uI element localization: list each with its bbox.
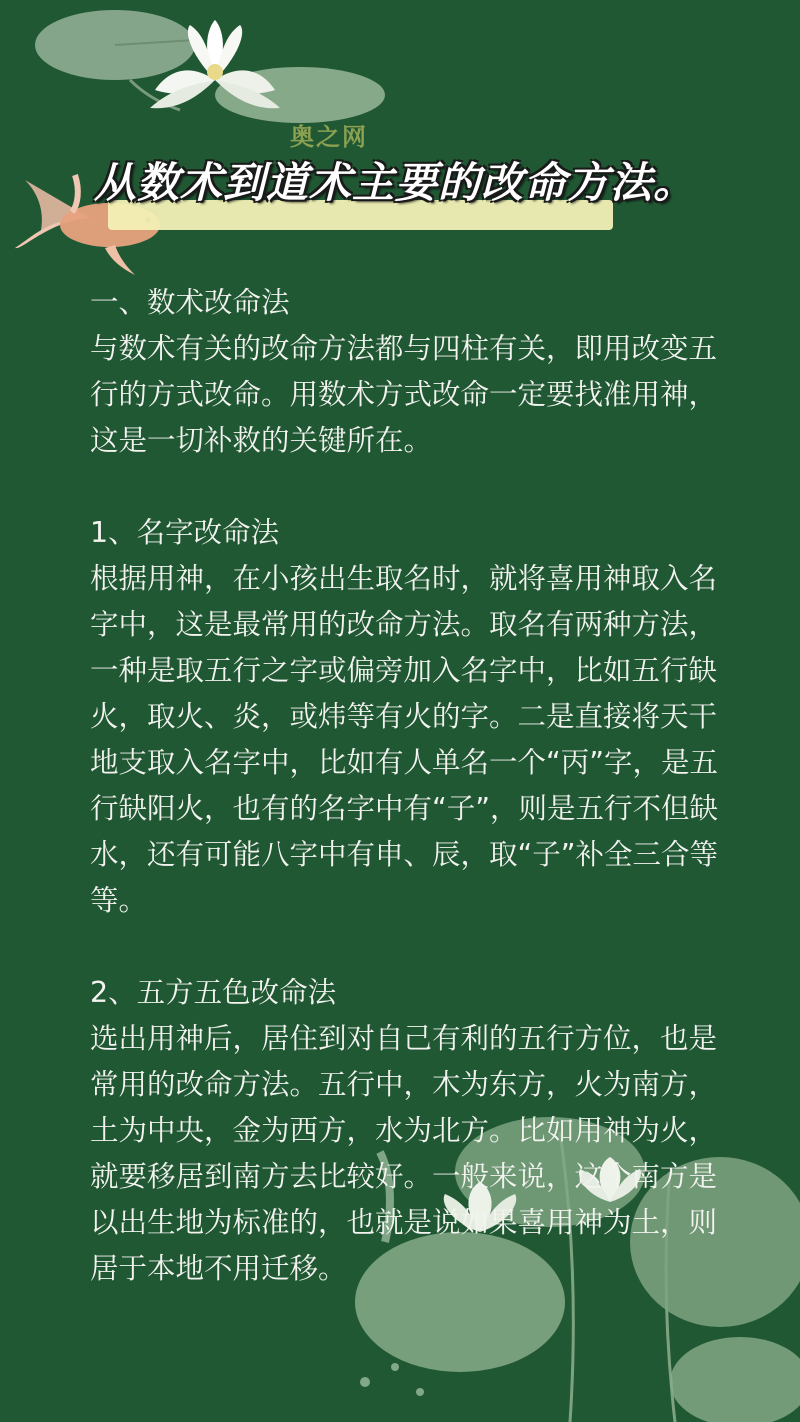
section-body: 与数术有关的改命方法都与四柱有关，即用改变五行的方式改命。用数术方式改命一定要找准用神，这是一切补救的关键所在。 xyxy=(90,332,718,457)
section-body: 根据用神，在小孩出生取名时，就将喜用神取入名字中，这是最常用的改命方法。取名有两种方法，一种是取五行之字或偏旁加入名字中，比如五行缺火，取火、炎，或炜等有火的字。二是直接将天干地支取入名字中，比如有人单名一个“丙”字，是五行缺阳火，也有的名字中有“子”，则是五行不但缺水，还有可能八字中有申、辰，取“子”补全三合等等。 xyxy=(90,562,719,917)
article-content xyxy=(90,280,725,1338)
section-five-directions xyxy=(90,970,725,1292)
section-name-change xyxy=(90,510,725,924)
section-numerology xyxy=(90,280,725,464)
section-body: 选出用神后，居住到对自己有利的五行方位，也是常用的改命方法。五行中，木为东方，火为南方，土为中央，金为西方，水为北方。比如用神为火，就要移居到南方去比较好。一般来说，这个南方是以出生地为标准的，也就是说如果喜用神为土，则居于本地不用迁移。 xyxy=(90,1022,718,1285)
page-title: 从数术到道术主要的改命方法。 xyxy=(94,158,697,207)
section-heading: 2、五方五色改命法 xyxy=(90,976,337,1009)
watermark: 奥之网 xyxy=(290,123,368,151)
section-heading: 一、数术改命法 xyxy=(90,286,290,319)
section-heading: 1、名字改命法 xyxy=(90,516,280,549)
